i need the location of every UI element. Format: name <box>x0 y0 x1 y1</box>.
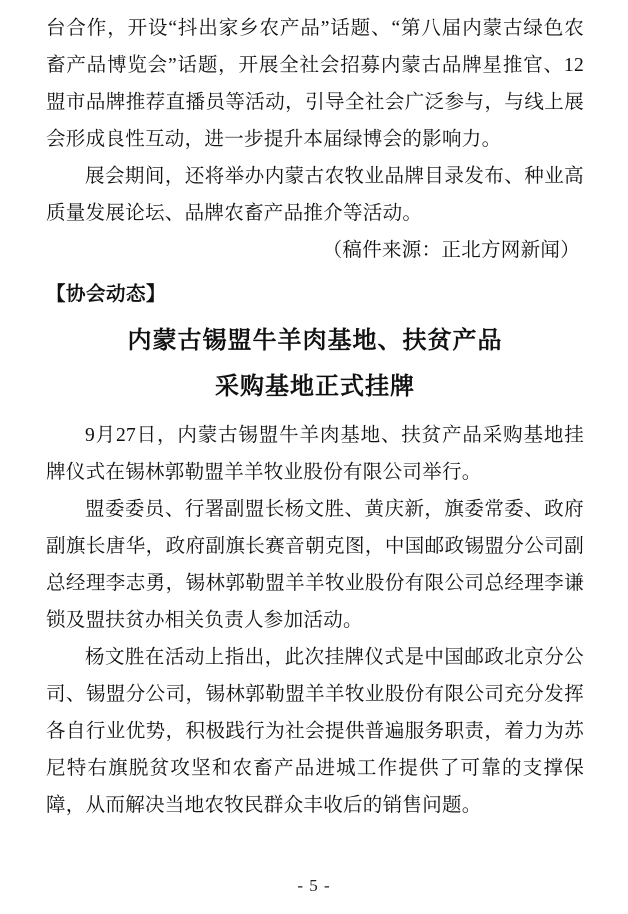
paragraph-continuation: 台合作，开设“抖出家乡农产品”话题、“第八届内蒙古绿色农畜产品博览会”话题，开展全社会招募内蒙古品牌星推官、12盟市品牌推荐直播员等活动，引导全社会广泛参与，与线上展会形成良性互动，进一步提升本届绿博会的影响力。 <box>46 18 584 150</box>
page-number: - 5 - <box>297 876 331 895</box>
article-title-line-2: 采购基地正式挂牌 <box>215 374 415 400</box>
section-heading-association-news: 【协会动态】 <box>46 284 167 305</box>
body-paragraph-2: 盟委委员、行署副盟长杨文胜、黄庆新，旗委常委、政府副旗长唐华，政府副旗长赛音朝克图，中国邮政锡盟分公司副总经理李志勇，锡林郭勒盟羊羊牧业股份有限公司总经理李谦锁及盟扶贫办相关负责人参加活动。 <box>46 499 584 631</box>
source-attribution: （稿件来源：正北方网新闻） <box>322 240 580 261</box>
paragraph-exhibition-activities: 展会期间，还将举办内蒙古农牧业品牌目录发布、种业高质量发展论坛、品牌农畜产品推介等活动。 <box>46 166 584 224</box>
body-paragraph-1: 9月27日，内蒙古锡盟牛羊肉基地、扶贫产品采购基地挂牌仪式在锡林郭勒盟羊羊牧业股份有限公司举行。 <box>46 425 584 483</box>
body-paragraph-3: 杨文胜在活动上指出，此次挂牌仪式是中国邮政北京分公司、锡盟分公司，锡林郭勒盟羊羊牧业股份有限公司充分发挥各自行业优势，积极践行为社会提供普遍服务职责，着力为苏尼特右旗脱贫攻坚和农畜产品进城工作提供了可靠的支撑保障，从而解决当地农牧民群众丰收后的销售问题。 <box>46 647 584 816</box>
article-title-line-1: 内蒙古锡盟牛羊肉基地、扶贫产品 <box>127 328 503 354</box>
